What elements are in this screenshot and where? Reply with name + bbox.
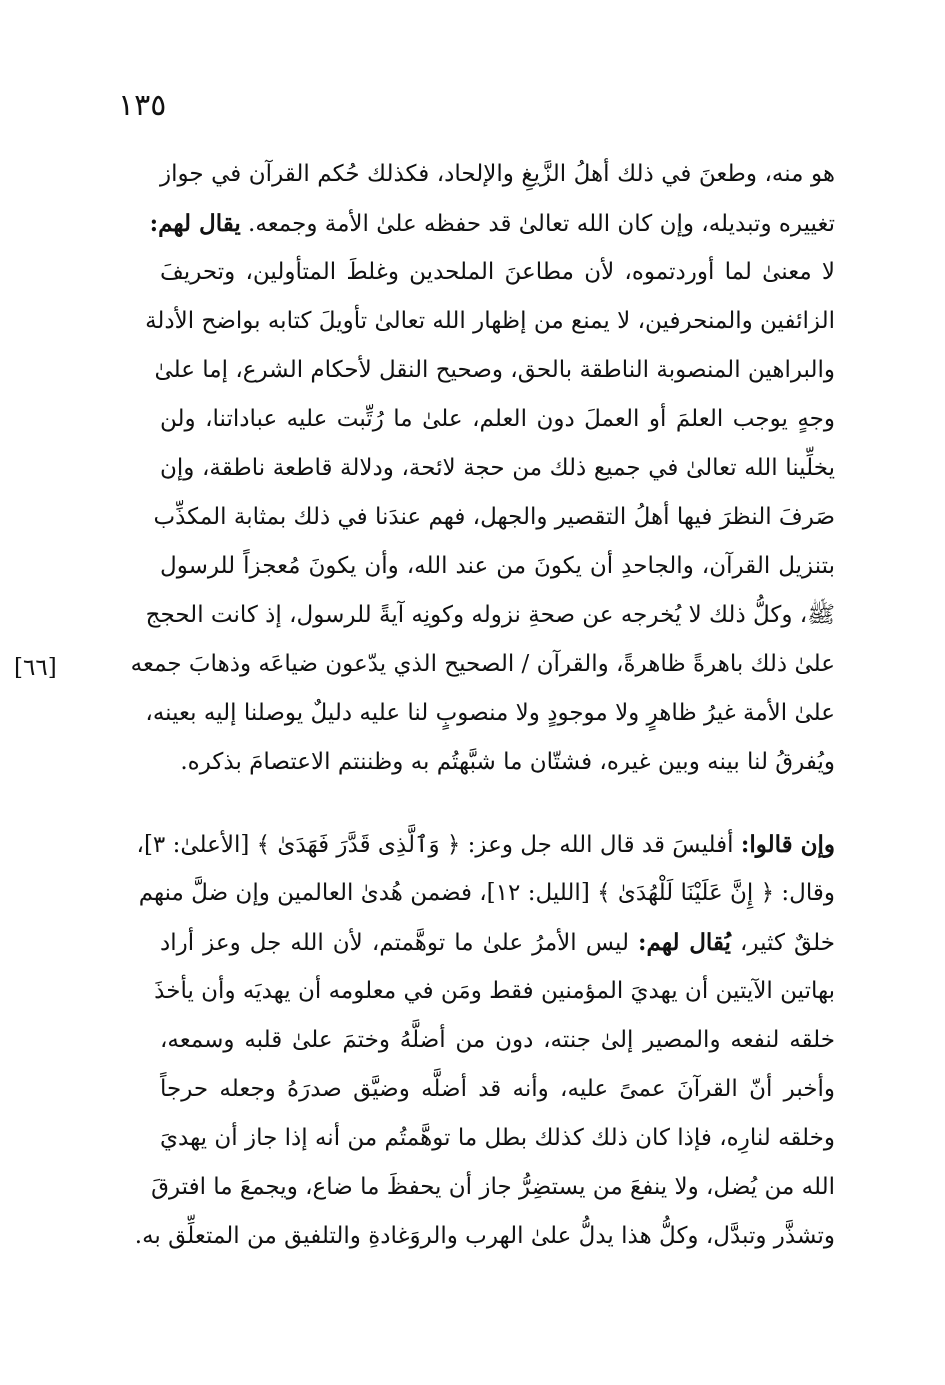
line-text: أفليسَ قد قال الله جل وعز: ﴿ وَٱلَّذِى قَدَّرَ فَهَدَىٰ ﴾ [الأعلىٰ: ٣]، bbox=[136, 832, 741, 858]
page-number: ١٣٥ bbox=[118, 88, 167, 123]
paragraph-2 bbox=[134, 820, 835, 1261]
text-line bbox=[149, 199, 835, 248]
line-text: وجهٍ يوجب العلمَ أو العملَ دون العلم، علىٰ ما رُتِّبت عليه عباداتنا، ولن bbox=[160, 406, 835, 432]
line-text: لا معنىٰ لما أوردتموه، لأن مطاعنَ الملحدين وغلطَ المتأولين، وتحريفَ bbox=[160, 259, 835, 285]
line-text: بهاتين الآيتين أن يهديَ المؤمنين فقط ومَن في معلومه أن يهديَه وأن يأخذَ bbox=[154, 978, 835, 1004]
text-line bbox=[145, 689, 835, 738]
line-text: وقال: ﴿ إِنَّ عَلَيْنَا لَلْهُدَىٰ ﴾ [الليل: ١٢]، فضمن هُدىٰ العالمين وإن ضلَّ منهم bbox=[138, 880, 835, 906]
text-line bbox=[160, 542, 835, 591]
line-text: خلقه لنفعه والمصير إلىٰ جنته، دون من أضلَّهُ وختمَ علىٰ قلبه وسمعه، bbox=[160, 1027, 835, 1053]
text-line bbox=[134, 1212, 835, 1261]
line-text: الزائفين والمنحرفين، لا يمنع من إظهار الله تعالىٰ تأويلَ كتابه بواضح الأدلة bbox=[145, 308, 835, 334]
line-text: ليس الأمرُ علىٰ ما توهَّمتم، لأن الله جل وعز أراد bbox=[160, 930, 639, 956]
text-line bbox=[160, 1016, 835, 1065]
text-line bbox=[160, 1114, 835, 1163]
line-text: علىٰ ذلك باهرةً ظاهرةً، والقرآن / الصحيح الذي يدّعون ضياعَه وذهابَ جمعه bbox=[130, 651, 835, 677]
line-text: تغييره وتبديله، وإن كان الله تعالىٰ قد حفظه علىٰ الأمة وجمعه. bbox=[240, 211, 835, 237]
text-line bbox=[151, 1163, 835, 1212]
bold-phrase: وإن قالوا: bbox=[740, 831, 835, 858]
text-line bbox=[145, 591, 835, 640]
line-text: ﷺ، وكلُّ ذلك لا يُخرجه عن صحةِ نزوله وكونِه آيةً للرسول، إذ كانت الحجج bbox=[145, 602, 835, 628]
text-line bbox=[153, 493, 835, 542]
line-text: الله من يُضل، ولا ينفعَ من يستضِرُّ جاز أن يحفظَ ما ضاع، ويجمعَ ما افترقَ bbox=[151, 1174, 835, 1200]
line-text: والبراهين المنصوبة الناطقة بالحق، وصحيح النقل لأحكام الشرع، إما علىٰ bbox=[154, 357, 835, 383]
bold-phrase: يقال لهم: bbox=[149, 210, 241, 237]
line-text: صَرفَ النظرَ فيها أهلُ التقصير والجهل، فهم عندَنا في ذلك بمثابة المكذِّب bbox=[153, 504, 835, 530]
line-text: ويُفرقُ لنا بينه وبين غيره، فشتّان ما شبَّهتُم به وظننتم الاعتصامَ بذكره. bbox=[180, 749, 835, 775]
text-line bbox=[160, 248, 835, 297]
text-line bbox=[154, 346, 835, 395]
line-text: وأخبر أنّ القرآنَ عمىً عليه، وأنه قد أضلَّه وضيَّق صدرَهُ وجعله حرجاً bbox=[160, 1076, 835, 1102]
line-text: وتشذَّر وتبدَّل، وكلُّ هذا يدلُّ علىٰ الهرب والروَغادةِ والتلفيق من المتعلِّق به. bbox=[134, 1223, 835, 1249]
bold-phrase: يُقال لهم: bbox=[638, 929, 731, 956]
line-text: هو منه، وطعنَ في ذلك أهلُ الزَّيغِ والإلحاد، فكذلك حُكم القرآن في جواز bbox=[160, 161, 835, 187]
paragraph-1 bbox=[130, 150, 835, 787]
text-line bbox=[160, 738, 835, 787]
line-text: يخلِّينا الله تعالىٰ في جميع ذلك من حجة لائحة، ودلالة قاطعة ناطقة، وإن bbox=[160, 455, 835, 481]
text-line bbox=[130, 640, 835, 689]
text-line bbox=[160, 150, 835, 199]
line-text: علىٰ الأمة غيرُ ظاهرٍ ولا موجودٍ ولا منصوبٍ لنا عليه دليلٌ يوصلنا إليه بعينه، bbox=[145, 700, 835, 726]
text-line bbox=[160, 1065, 835, 1114]
text-line bbox=[138, 869, 835, 918]
text-line bbox=[160, 395, 835, 444]
text-line bbox=[145, 297, 835, 346]
text-line bbox=[136, 820, 835, 869]
text-line bbox=[154, 967, 835, 1016]
line-text: وخلقه لنارِه، فإذا كان ذلك كذلك بطل ما توهَّمتُم من أنه إذا جاز أن يهديَ bbox=[160, 1125, 835, 1151]
line-text: خلقٌ كثير، bbox=[730, 930, 835, 956]
manuscript-folio-reference: [٦٦] bbox=[14, 655, 57, 681]
text-line bbox=[160, 918, 835, 967]
line-text: بتنزيل القرآن، والجاحدِ أن يكونَ من عند الله، وأن يكونَ مُعجزاً للرسول bbox=[160, 553, 835, 579]
text-line bbox=[160, 444, 835, 493]
